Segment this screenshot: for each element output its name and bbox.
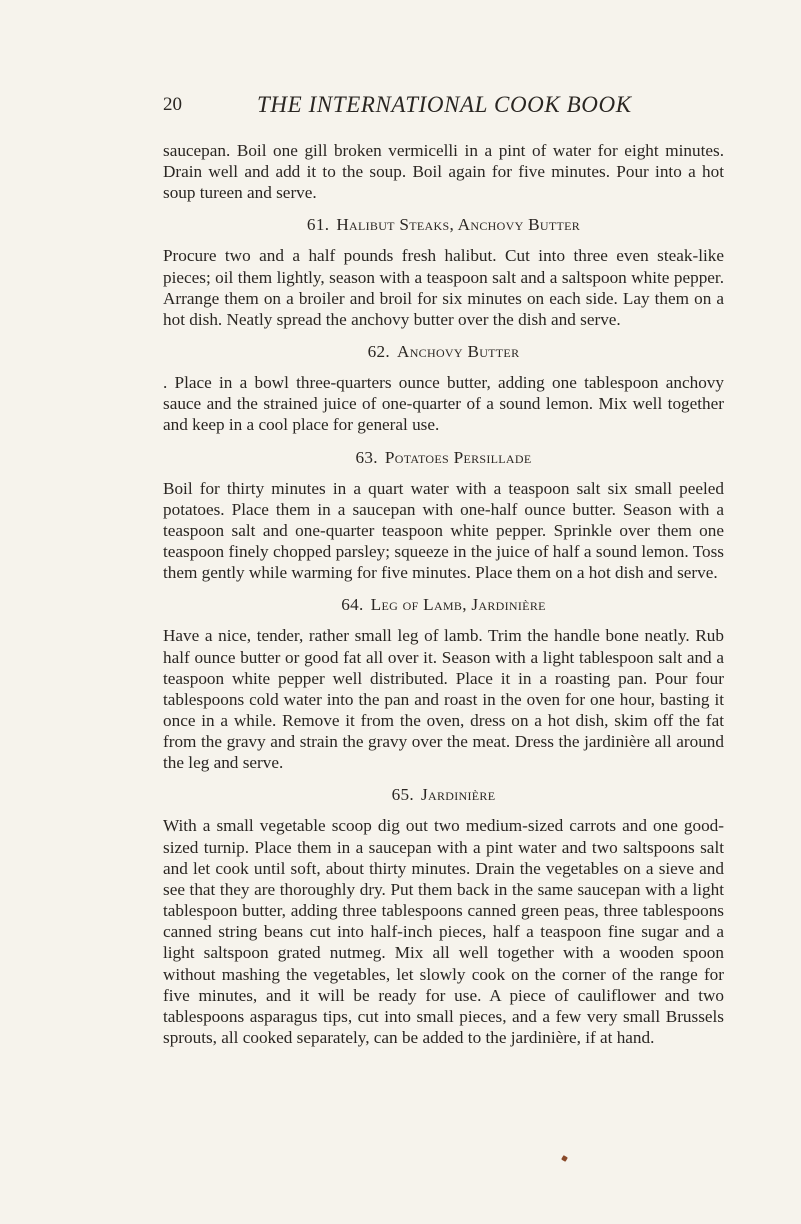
recipe-65 [163, 784, 724, 1048]
recipe-heading: Potatoes Persillade [384, 447, 532, 467]
recipe-number: 61. [306, 215, 330, 235]
recipe-title [163, 594, 724, 615]
recipe-title [163, 784, 724, 805]
recipe-64 [163, 594, 724, 773]
recipe-body: With a small vegetable scoop dig out two medium-sized carrots and one good-sized turnip. Place them in a saucepan with a pint water and two saltspoons salt and let cook until soft, about thirty minutes. Drain the vegetables on a sieve and see that they are thoroughly dry. Put them back in the same saucepan with a light tablespoon butter, adding three tablespoons canned green peas, three tablespoons canned string beans cut into half-inch pieces, half a teaspoon fine sugar and a light saltspoon grated nutmeg. Mix all well together with a wooden spoon without mashing the vegetables, let slowly cook on the corner of the range for five minutes, and it will be ready for use. A piece of cauliflower and two tablespoons asparagus tips, cut into small pieces, and a few very small Brussels sprouts, all cooked separately, can be added to the jardinière, if at hand. [163, 816, 724, 1047]
recipe-62 [163, 341, 724, 435]
recipe-heading: Leg of Lamb, Jardinière [370, 595, 546, 615]
recipe-number: 63. [355, 447, 378, 467]
page-number: 20 [163, 94, 182, 115]
recipe-number: 64. [341, 595, 364, 615]
recipe-number: 62. [367, 342, 390, 362]
intro-paragraph: saucepan. Boil one gill broken vermicelli in a pint of water for eight minutes. Drain well and add it to the soup. Boil again for five minutes. Pour into a hot soup tureen and serve. [163, 141, 724, 203]
recipe-heading: Anchovy Butter [397, 342, 520, 362]
page-content [163, 140, 724, 1048]
recipe-body: Have a nice, tender, rather small leg of lamb. Trim the handle bone neatly. Rub half ounce butter or good fat all over it. Season with a light tablespoon salt and a teaspoon white pepper well distributed. Place it in a roasting pan. Pour four tablespoons cold water into the pan and roast in the oven for one hour, basting it once in a while. Remove it from the oven, dress on a hot dish, skim off the fat from the gravy and strain the gravy over the meat. Dress the jardinière all around the leg and serve. [163, 626, 724, 773]
recipe-title [163, 447, 724, 468]
recipe-heading: Jardinière [421, 785, 496, 805]
running-head: THE INTERNATIONAL COOK BOOK [257, 92, 632, 117]
recipe-body: Procure two and a half pounds fresh halibut. Cut into three even steak-like pieces; oil them lightly, season with a teaspoon salt and a saltspoon white pepper. Arrange them on a broiler and broil for six minutes on each side. Lay them on a hot dish. Neatly spread the anchovy butter over the dish and serve. [163, 246, 724, 329]
ink-speck [561, 1155, 568, 1162]
recipe-body: . Place in a bowl three-quarters ounce butter, adding one tablespoon anchovy sauce and the strained juice of one-quarter of a sound lemon. Mix well together and keep in a cool place for general use. [163, 373, 724, 435]
recipe-body: Boil for thirty minutes in a quart water with a teaspoon salt six small peeled potatoes. Place them in a saucepan with one-half ounce butter. Season with a teaspoon salt and one-quarter teaspoon white pepper. Sprinkle over them one teaspoon finely chopped parsley; squeeze in the juice of half a sound lemon. Toss them gently while warming for five minutes. Place them on a hot dish and serve. [163, 478, 724, 583]
recipe-61 [163, 214, 724, 330]
recipe-63 [163, 447, 724, 584]
recipe-title [163, 214, 724, 235]
page-header [163, 93, 723, 123]
recipe-number: 65. [391, 785, 415, 805]
recipe-title [163, 341, 724, 362]
recipe-heading: Halibut Steaks, Anchovy Butter [336, 215, 581, 235]
